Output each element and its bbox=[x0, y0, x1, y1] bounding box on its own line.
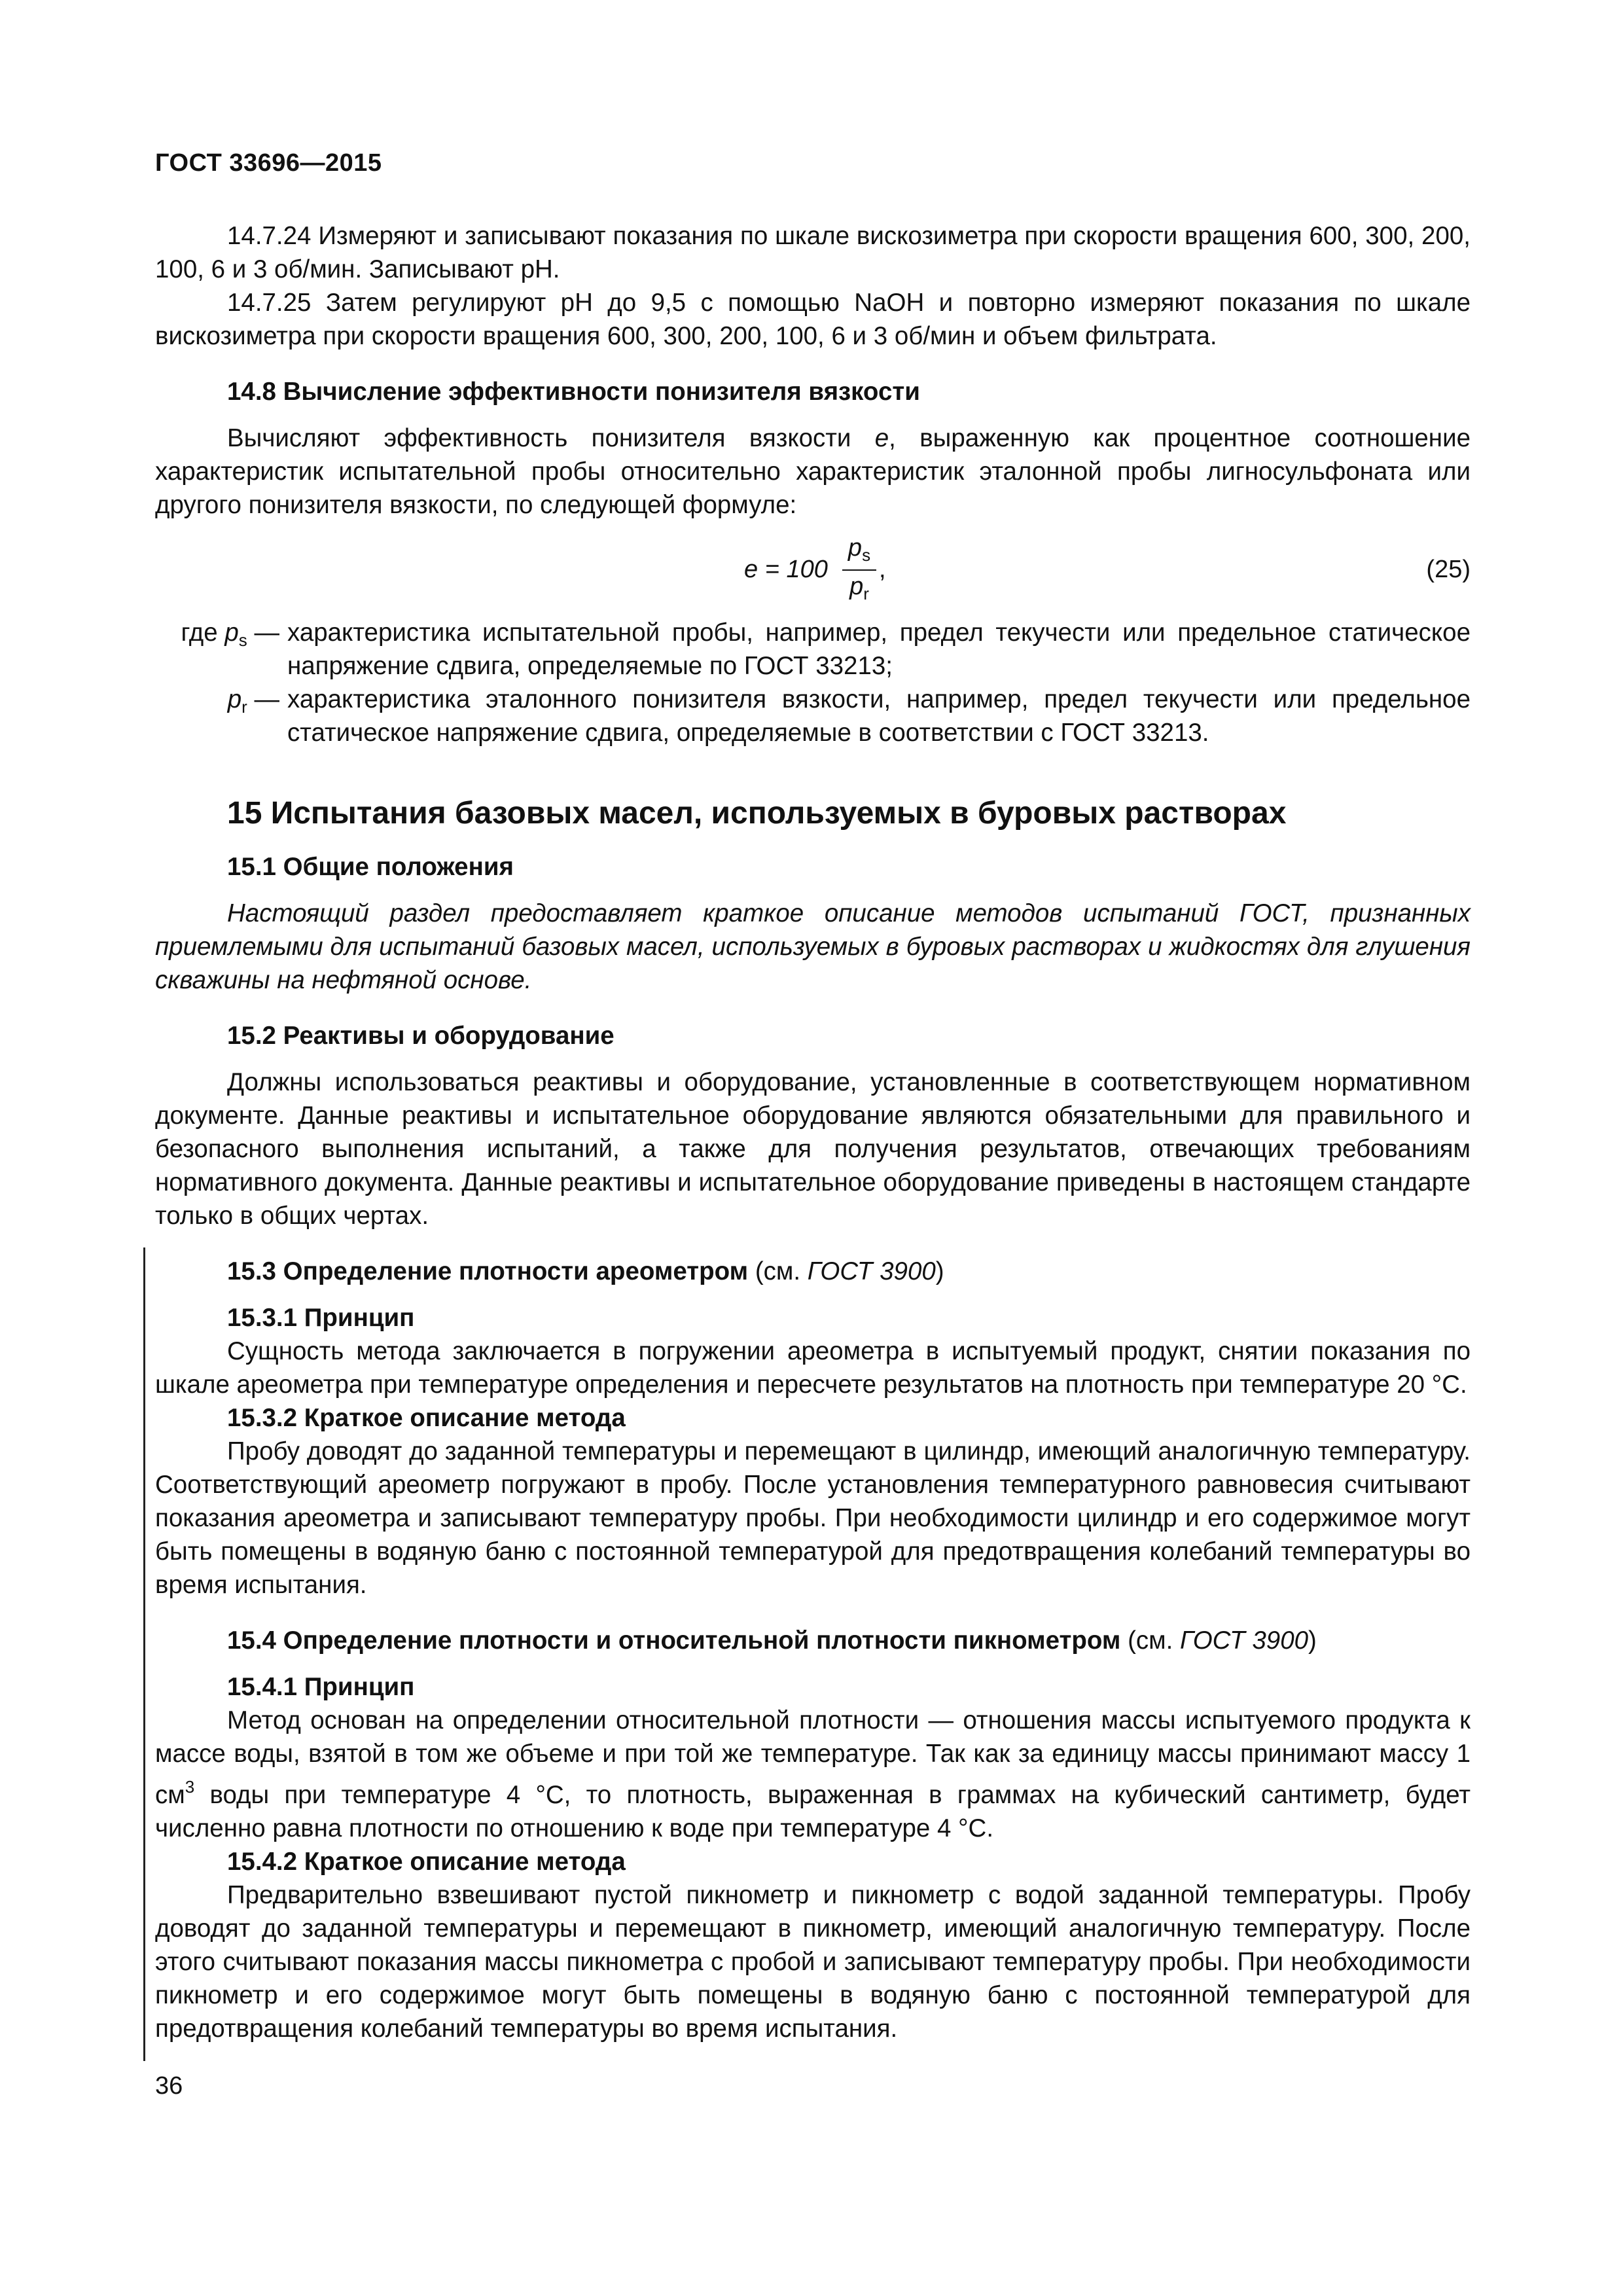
paragraph-15-1: Настоящий раздел предоставляет краткое описание методов испытаний ГОСТ, признанных приемлемыми для испытаний базовых масел, используемых в буровых растворах и жидкостях для глушения скважины на нефтяной основе. bbox=[155, 899, 1471, 994]
heading-15-4-1: 15.4.1 Принцип bbox=[227, 1673, 415, 1701]
change-bar bbox=[143, 1247, 145, 2061]
reference-gost-3900: ГОСТ 3900 bbox=[807, 1257, 936, 1285]
heading-15-1: 15.1 Общие положения bbox=[227, 853, 514, 881]
heading-15-3-1: 15.3.1 Принцип bbox=[227, 1304, 415, 1332]
formula-fraction bbox=[842, 533, 876, 609]
formula-lhs: e = 100 bbox=[744, 556, 828, 583]
heading-15-2: 15.2 Реактивы и оборудование bbox=[227, 1022, 615, 1050]
definition-text: характеристика эталонного понизителя вязкости, например, предел текучести или предельное статическое напряжение сдвига, определяемые в соответствии с ГОСТ 33213. bbox=[287, 685, 1471, 747]
heading-14-8: 14.8 Вычисление эффективности понизителя вязкости bbox=[227, 378, 920, 406]
document-body bbox=[155, 219, 1471, 2045]
paragraph-15-4-2: Предварительно взвешивают пустой пикнометр и пикнометр с водой заданной температуры. Пробу доводят до заданной температуры и перемещают в пикнометр, имеющий аналогичную температуру. После этого считывают показания массы пикнометра с пробой и записывают температуру пробы. При необходимости пикнометр и его содержимое могут быть помещены в водяную баню с постоянной температурой для предотвращения колебаний температуры во время испытания. bbox=[155, 1881, 1471, 2043]
paragraph-14-7-25: 14.7.25 Затем регулируют pH до 9,5 с помощью NaOH и повторно измеряют показания по шкале вискозиметра при скорости вращения 600, 300, 200, 100, 6 и 3 об/мин и объем фильтрата. bbox=[155, 289, 1471, 350]
heading-15-3: 15.3 Определение плотности ареометром (см. ГОСТ 3900) bbox=[227, 1257, 944, 1285]
paragraph-14-8-intro: Вычисляют эффективность понизителя вязкости e, выраженную как процентное соотношение характеристик испытательной пробы относительно характеристик эталонной пробы лигносульфоната или другого понизителя вязкости, по следующей формуле: bbox=[155, 424, 1471, 519]
definition-key: $p_r$ — bbox=[227, 685, 279, 717]
formula-denominator: $p_r$ bbox=[849, 573, 869, 603]
paragraph-15-3-2: Пробу доводят до заданной температуры и перемещают в цилиндр, имеющий аналогичную температуру. Соответствующий ареометр погружают в пробу. После установления температурного равновесия считывают показания ареометра и записывают температуру пробы. При необходимости цилиндр и его содержимое могут быть помещены в водяную баню с постоянной температурой для предотвращения колебаний температуры во время испытания. bbox=[155, 1437, 1471, 1599]
reference-gost-3900: ГОСТ 3900 bbox=[1180, 1626, 1309, 1655]
definition-key: где $p_s$ — bbox=[181, 619, 279, 650]
paragraph-15-2: Должны использоваться реактивы и оборудование, установленные в соответствующем нормативном документе. Данные реактивы и испытательное оборудование являются обязательными для правильного и безопасного выполнения испытаний, а также для получения результатов, отвечающих требованиям нормативного документа. Данные реактивы и испытательное оборудование приведены в настоящем стандарте только в общих чертах. bbox=[155, 1068, 1471, 1230]
variable-e: e bbox=[874, 424, 889, 452]
paragraph-15-4-1: Метод основан на определении относительной плотности — отношения массы испытуемого продукта к массе воды, взятой в том же объеме и при той же температуре. Так как за единицу массы принимают массу 1 $см^3$ воды при температуре 4 °С, то плотность, выраженная в граммах на кубический сантиметр, будет численно равна плотности по отношению к воде при температуре 4 °С. bbox=[155, 1706, 1471, 1842]
definition-ps bbox=[155, 616, 1471, 683]
formula-definitions bbox=[155, 616, 1471, 749]
heading-15-4: 15.4 Определение плотности и относительной плотности пикнометром (см. ГОСТ 3900) bbox=[227, 1626, 1317, 1655]
heading-15-3-2: 15.3.2 Краткое описание метода bbox=[227, 1404, 626, 1432]
formula-numerator: $p_s$ bbox=[842, 533, 876, 571]
page-number: 36 bbox=[155, 2072, 183, 2100]
formula-25 bbox=[155, 531, 1471, 609]
definition-pr bbox=[155, 683, 1471, 749]
heading-section-15: 15 Испытания базовых масел, используемых в буровых растворах bbox=[227, 796, 1287, 831]
document-header: ГОСТ 33696—2015 bbox=[155, 149, 382, 177]
formula-comma: , bbox=[879, 556, 886, 583]
heading-15-4-2: 15.4.2 Краткое описание метода bbox=[227, 1848, 626, 1876]
paragraph-15-3-1: Сущность метода заключается в погружении ареометра в испытуемый продукт, снятии показания по шкале ареометра при температуре определения и пересчете результатов на плотность при температуре 20 °С. bbox=[155, 1337, 1471, 1399]
formula-number: (25) bbox=[1426, 556, 1471, 583]
definition-text: характеристика испытательной пробы, например, предел текучести или предельное статическое напряжение сдвига, определяемые по ГОСТ 33213; bbox=[287, 619, 1471, 680]
paragraph-14-7-24: 14.7.24 Измеряют и записывают показания по шкале вискозиметра при скорости вращения 600, 300, 200, 100, 6 и 3 об/мин. Записывают pH. bbox=[155, 222, 1471, 283]
